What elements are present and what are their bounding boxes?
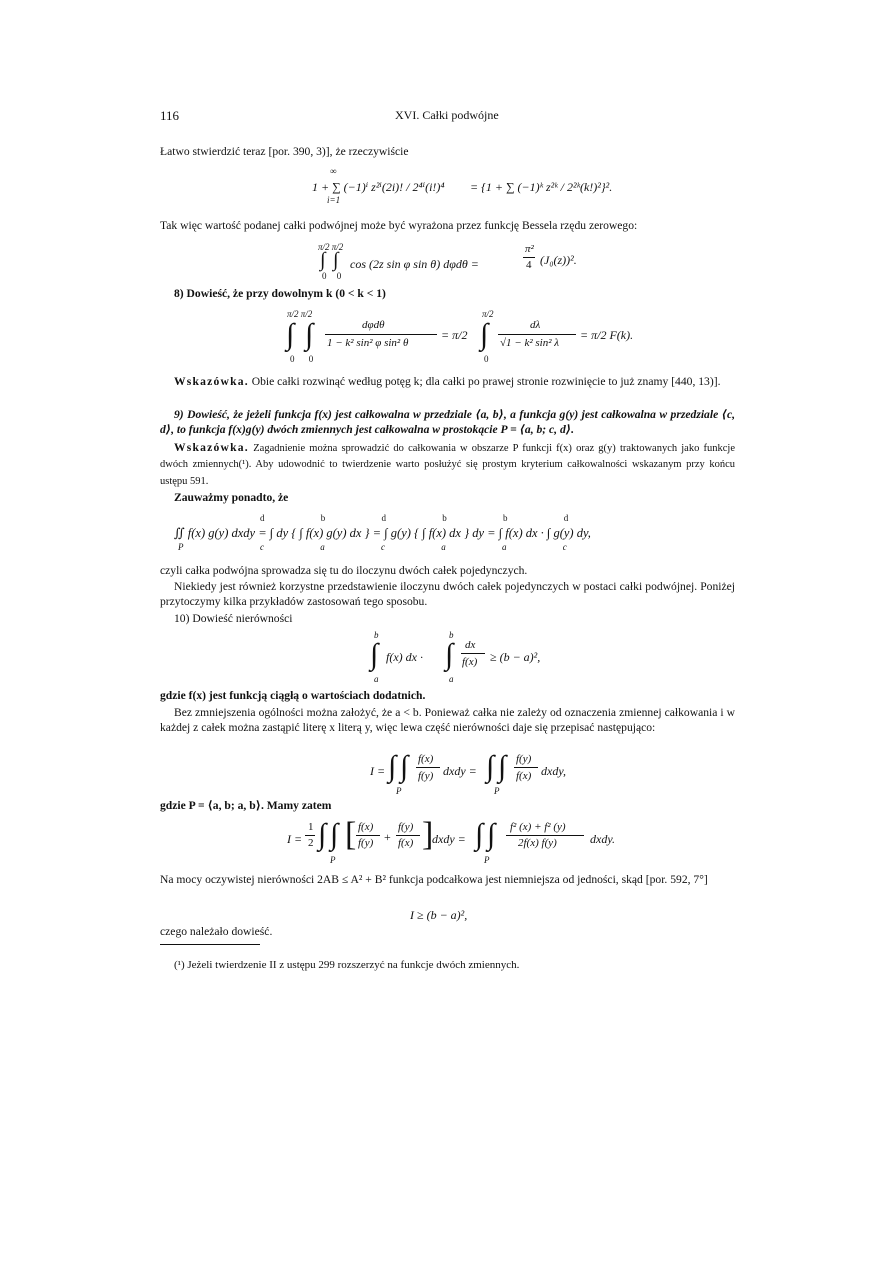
eq1-lhs: 1 + ∑ (−1)ⁱ z²ⁱ(2i)! / 2⁴ⁱ(i!)⁴ — [312, 180, 445, 194]
eq6-region-1: P — [396, 786, 402, 796]
footnote: (¹) Jeżeli twierdzenie II z ustępu 299 rozszerzyć na funkcje dwóch zmiennych. — [174, 959, 520, 971]
eq7-b-num: f(y) — [398, 821, 414, 833]
hint-9-text: Zagadnienie można sprowadzić do całkowania w obszarze P funkcji f(x) oraz g(y) traktowanych jako funkcje dwóch zmiennych(¹). Aby udowodnić to twierdzenie warto posłużyć się prostym kryterium całkowalności wskazanym przy końcu ustępu 591. — [160, 443, 735, 487]
eq5-lower-1: a — [374, 674, 379, 684]
eq6-I: I = — [370, 764, 386, 778]
hint-8-text: Obie całki rozwinąć według potęg k; dla całki po prawej stronie rozwinięcie to już znamy [440, 13)]. — [251, 375, 721, 388]
eq2-limits-top: π/2 π/2 — [318, 242, 344, 252]
task-8: 8) Dowieść, że przy dowolnym k (0 < k < 1) — [174, 287, 386, 300]
equation-result: I ≥ (b − a)², — [410, 908, 468, 922]
hint-9 — [160, 440, 735, 489]
eq5-right: ≥ (b − a)², — [490, 650, 541, 664]
eq3-denominator: 1 − k² sin² φ sin² θ — [327, 337, 409, 349]
page-number: 116 — [160, 108, 180, 123]
bessel-intro: Tak więc wartość podanej całki podwójnej może być wyrażona przez funkcję Bessela rzędu zerowego: — [160, 219, 638, 232]
eq1-rhs: = {1 + ∑ (−1)ᵏ z²ᵏ / 2²ᵏ(k!)²}². — [470, 180, 613, 194]
eq7-a-num: f(x) — [358, 821, 374, 833]
eq5-integral-sign-1: ∫ — [370, 638, 379, 671]
eq7-half-den: 2 — [308, 837, 314, 849]
eq4-upper-limits: d b d b b d — [260, 513, 569, 523]
eq1-sum-top: ∞ — [330, 166, 337, 176]
hint-8-label: Wskazówka. — [174, 375, 249, 388]
eq3-denominator-2: √1 − k² sin² λ — [500, 337, 560, 349]
where-eq5: gdzie f(x) jest funkcją ciągłą o wartościach dodatnich. — [160, 689, 426, 702]
where-eq6: gdzie P = ⟨a, b; a, b⟩. Mamy zatem — [160, 799, 332, 812]
eq6-end: dxdy, — [541, 764, 566, 778]
eq3-mid-top: π/2 — [482, 309, 494, 319]
eq3-end: = π/2 F(k). — [580, 328, 634, 342]
eq7-half-num: 1 — [308, 821, 314, 833]
eq6-region-2: P — [494, 786, 500, 796]
eq4-lower-limits: c a c a a c — [260, 542, 567, 552]
task-9: 9) Dowieść, że jeżeli funkcja f(x) jest całkowalna w przedziale ⟨a, b⟩, a funkcja g(y) jest całkowalna w przedziale ⟨c, d⟩, to funkcja f(x)g(y) dwóch zmiennych jest całkowalna w prostokącie P = ⟨a, b; c, d⟩. — [160, 408, 735, 437]
eq5-lower-2: a — [449, 674, 454, 684]
eq7-bracket-open: [ — [345, 816, 357, 853]
eq7-c-line — [506, 835, 584, 836]
eq2-pi-squared: π² — [525, 243, 534, 255]
eq1-sum-bottom: i=1 — [327, 195, 341, 205]
eq2-integral-sign-2: ∫ — [333, 249, 339, 271]
eq6-integral-sign-3: ∫ — [486, 750, 495, 783]
eq6-den-2: f(x) — [516, 770, 532, 782]
eq7-end: dxdy. — [590, 832, 615, 846]
eq7-region-2: P — [484, 855, 490, 865]
eq4-body: ∬ f(x) g(y) dxdy = ∫ dy { ∫ f(x) g(y) dx } = ∫ g(y) { ∫ f(x) dx } dy = ∫ f(x) dx · ∫ g(y) dy, — [174, 526, 591, 540]
eq7-c-den: 2f(x) f(y) — [518, 837, 557, 849]
eq6-integral-sign-4: ∫ — [498, 750, 507, 783]
eq2-fraction-line — [523, 257, 535, 258]
eq2-integral-sign-1: ∫ — [320, 249, 326, 271]
eq7-half-line — [305, 835, 315, 836]
eq6-den-1: f(y) — [418, 770, 434, 782]
eq7-b-den: f(x) — [398, 837, 414, 849]
wlog-paragraph: Bez zmniejszenia ogólności można założyć, że a < b. Ponieważ całka nie zależy od oznaczenia zmiennej całkowania i w każdej z całek można zastąpić literę x literą y, więc lewa część nierówności daje się przepisać następująco: — [160, 706, 735, 735]
eq6-num-1: f(x) — [418, 753, 434, 765]
eq5-upper-2: b — [449, 630, 454, 640]
after-eq4-paragraph: Niekiedy jest również korzystne przedstawienie iloczynu dwóch całek pojedynczych w postaci całki podwójnej. Poniżej przytoczymy kilka przykładów zastosowań tego sposobu. — [160, 580, 735, 609]
eq2-four: 4 — [526, 259, 532, 271]
note-intro: Zauważmy ponadto, że — [174, 491, 289, 504]
eq2-result: (J₀(z))². — [540, 253, 577, 267]
eq2-integrand: cos (2z sin φ sin θ) dφdθ = — [350, 257, 479, 271]
eq6-mid: dxdy = — [443, 764, 477, 778]
eq3-mid: = π/2 — [441, 328, 468, 342]
eq5-upper-1: b — [374, 630, 379, 640]
eq3-fraction-line-2 — [498, 334, 576, 335]
eq7-c-num: f² (x) + f² (y) — [510, 821, 566, 833]
task-10: 10) Dowieść nierówności — [174, 612, 293, 625]
qed-line: czego należało dowieść. — [160, 925, 273, 938]
eq6-integral-sign-2: ∫ — [400, 750, 409, 783]
running-title: XVI. Całki podwójne — [395, 108, 499, 122]
eq5-denominator: f(x) — [462, 656, 478, 668]
eq5-integral-sign-2: ∫ — [445, 638, 454, 671]
eq7-b-line — [396, 835, 420, 836]
eq7-mid: dxdy = — [432, 832, 466, 846]
eq7-plus: + — [384, 830, 391, 844]
eq7-integral-sign-1: ∫ — [318, 818, 327, 851]
eq7-integral-sign-4: ∫ — [487, 818, 496, 851]
eq7-integral-sign-3: ∫ — [475, 818, 484, 851]
conclusion-paragraph: Na mocy oczywistej nierówności 2AB ≤ A² + B² funkcja podcałkowa jest niemniejsza od jedności, skąd [por. 592, 7°] — [160, 873, 708, 886]
eq6-fraction-line-1 — [416, 767, 440, 768]
eq7-region-1: P — [330, 855, 336, 865]
eq6-integral-sign-1: ∫ — [388, 750, 397, 783]
eq4-region: P — [178, 542, 184, 552]
eq3-numerator-2: dλ — [530, 319, 541, 331]
eq7-bracket-close: ] — [422, 816, 434, 853]
eq7-a-den: f(y) — [358, 837, 374, 849]
eq3-integral-sign-3: ∫ — [480, 318, 489, 351]
eq2-limits-bottom: 0 0 — [322, 271, 342, 281]
eq3-integral-sign-1: ∫ — [286, 318, 295, 351]
eq7-a-line — [356, 835, 380, 836]
hint-9-label: Wskazówka. — [174, 441, 249, 454]
eq5-numerator: dx — [465, 639, 476, 651]
eq3-mid-bottom: 0 — [484, 354, 489, 364]
footnote-rule — [160, 944, 260, 945]
eq7-integral-sign-2: ∫ — [330, 818, 339, 851]
eq3-limits-top: π/2 π/2 — [287, 309, 313, 319]
eq6-fraction-line-2 — [514, 767, 538, 768]
eq3-limits-bottom: 0 0 — [290, 354, 314, 364]
eq3-numerator: dφdθ — [362, 319, 385, 331]
eq6-num-2: f(y) — [516, 753, 532, 765]
hint-8 — [160, 374, 735, 389]
intro-line: Łatwo stwierdzić teraz [por. 390, 3)], że rzeczywiście — [160, 145, 409, 158]
eq5-left: f(x) dx · — [386, 650, 423, 664]
eq7-I: I = — [287, 832, 303, 846]
eq5-fraction-line — [461, 653, 485, 654]
eq3-integral-sign-2: ∫ — [305, 318, 314, 351]
eq3-fraction-line — [325, 334, 437, 335]
after-eq4-line: czyli całka podwójna sprowadza się tu do iloczynu dwóch całek pojedynczych. — [160, 564, 528, 577]
